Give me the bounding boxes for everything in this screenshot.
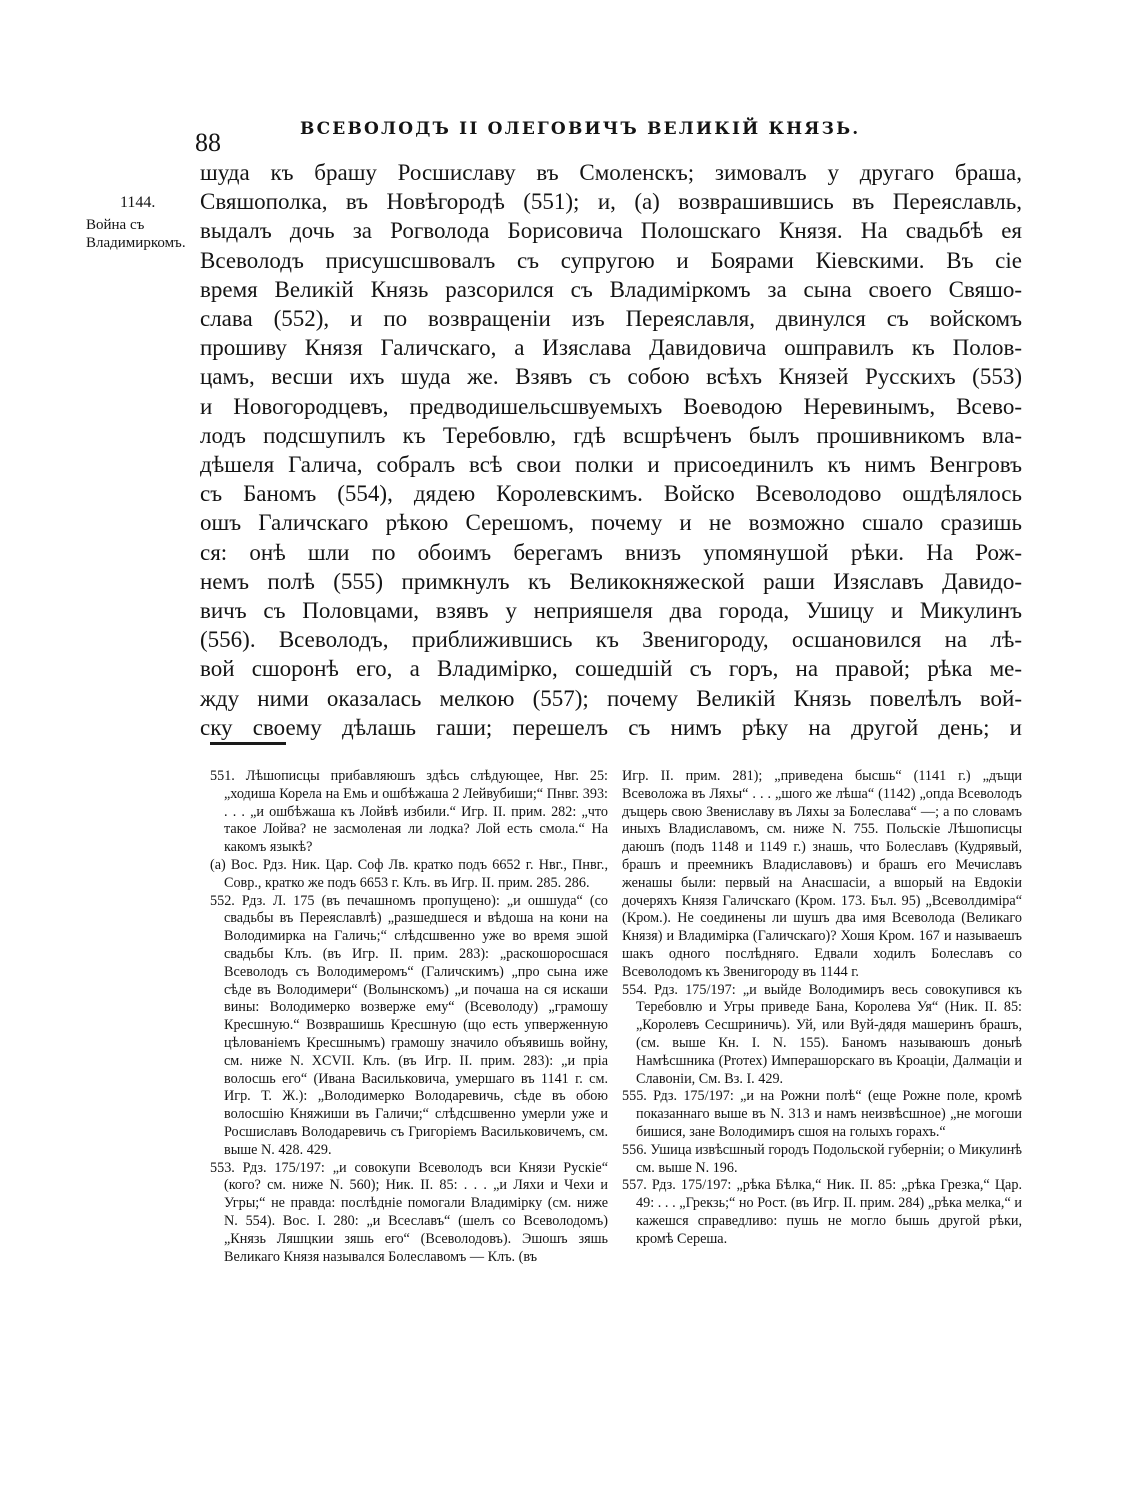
text-line: лодъ подсшупилъ къ Теребовлю, гдѣ всшрѣченъ былъ прошивникомъ вла- bbox=[200, 422, 1022, 448]
footnote-556: 556. Ушица извѣсшный городъ Подольской губерніи; о Микулинѣ см. выше N. 196. bbox=[622, 1141, 1022, 1176]
text-line: выдалъ дочь за Рогволода Борисовича Полошскаго Князя. На свадьбѣ ея bbox=[200, 218, 1022, 244]
text-line: ску своему дѣлашь гаши; перешелъ съ нимъ рѣку на другой день; и bbox=[200, 714, 1022, 740]
text-line: прошиву Князя Галичскаго, а Изяслава Давидовича ошправилъ къ Полов- bbox=[200, 335, 1022, 361]
footnote-551: 551. Лѣшописцы прибавляюшъ здѣсь слѣдующее, Нвг. 25: „ходиша Корела на Емь и ошбѣжаша 2 Лейвубиши;“ Пнвг. 393: . . . „и ошбѣжаша къ Лойвѣ избили.“ Игр. II. прим. 282: „что такое Лойва? не засмоленая ли лодка? Лой есть смола.“ На какомъ языкѣ? bbox=[210, 768, 608, 856]
footnotes-left-column bbox=[210, 768, 608, 1266]
footnotes-right-column bbox=[622, 768, 1022, 1249]
text-line: дѣшеля Галича, собралъ всѣ свои полки и присоединилъ къ нимъ Венгровъ bbox=[200, 452, 1022, 478]
footnote-554: 554. Рдз. 175/197: „и выйде Володимиръ весь совокупився къ Теребовлю и Угры приведе Бана, Королева Уя“ (Ник. II. 85: „Королевъ Сесшриничь). Уй, или Вуй-дядя машеринъ брашъ, (см. выше Кн. I. N. 155). Баномъ называюшъ доныѣ Намѣсшника (Proтех) Имперашорскаго въ Кроаціи, Далмаціи и Славоніи, См. Вз. I. 429. bbox=[622, 981, 1022, 1087]
text-line: и Новогородцевъ, предводишельсшвуемыхъ Воеводою Неревинымъ, Всево- bbox=[200, 393, 1022, 419]
footnote-a: (а) Вос. Рдз. Ник. Цар. Соф Лв. кратко подъ 6652 г. Нвг., Пнвг., Совр., кратко же подъ 6653 г. Клъ. въ Игр. II. прим. 285. 286. bbox=[210, 856, 608, 891]
text-line: вой сшоронѣ его, а Владимірко, сошедшій съ горъ, на правой; рѣка ме- bbox=[200, 656, 1022, 682]
text-line: съ Баномъ (554), дядею Королевскимъ. Войско Всеволодово ошдѣлялось bbox=[200, 481, 1022, 507]
footnote-555: 555. Рдз. 175/197: „и на Рожни полѣ“ (еще Рожне поле, кромѣ показаннаго выше въ N. 313 и намъ неизвѣсшное) „не могоши бишися, зане Володимиръ сшоя на голыхъ горахъ.“ bbox=[622, 1088, 1022, 1140]
footnote-557: 557. Рдз. 175/197: „рѣка Бѣлка,“ Ник. II. 85: „рѣка Грезка,“ Цар. 49: . . . „Грекзь;“ но Рост. (въ Игр. II. прим. 284) „рѣка мелка,“ и кажешся справедливо: пушь не могло бышь другой рѣки, кромѣ Серешa. bbox=[622, 1177, 1022, 1247]
margin-year: 1144. bbox=[120, 194, 156, 211]
text-line: слава (552), и по возвращеніи изъ Переяславля, двинулся съ войскомъ bbox=[200, 306, 1022, 332]
text-line: вичъ съ Половцами, взявъ у неприяшеля два города, Ушицу и Микулинъ bbox=[200, 598, 1022, 624]
text-line: ся: онѣ шли по обоимъ берегамъ внизъ упомянушой рѣки. На Рож- bbox=[200, 539, 1022, 565]
text-line: шуда къ брашу Росшиславу въ Смоленскъ; зимовалъ у другаго браша, bbox=[200, 160, 1022, 185]
footnote-separator bbox=[210, 742, 286, 745]
text-line: цамъ, весши ихъ шуда же. Взявъ съ собою всѣхъ Князей Русскихъ (553) bbox=[200, 364, 1022, 390]
text-line: Всеволодъ присушсшвовалъ съ супругою и Боярами Кіевскими. Въ сіе bbox=[200, 247, 1022, 273]
text-line: жду ними оказалась мелкою (557); почему Великій Князь повелѣлъ вой- bbox=[200, 685, 1022, 711]
footnote-553-continued: Игр. II. прим. 281); „приведена бысшь“ (1141 г.) „дъщи Всеволожа въ Ляхы“ . . . „шого же лѣша“ (1142) „опда Всеволодъ дъщерь свою Звениславу въ Ляхы за Болеслава“ —; а по словамъ иныхъ Владиславомъ, см. ниже N. 755. Польскіе Лѣшописцы даюшъ (подъ 1148 и 1149 г.) знашь, что Болеславъ (Кудрявый, брашъ и преемникъ Владиславовъ) и брашъ его Мечиславъ женашы были: первый на Анасшасіи, а вшорый на Евдокіи дочеряхъ Князя Галичскаго (Кром. 173. Бъл. 95) „Всеволдиміра“ (Кром.). Не соединены ли шушъ два имя Всеволода (Великаго Князя) и Владимірка (Галичскаго)? Хошя Кром. 167 и называешъ шакъ одного послѣдняго. Едвали ходилъ Болеславъ со Всеволодомъ къ Звенигороду въ 1144 г. bbox=[622, 768, 1022, 980]
main-text bbox=[200, 158, 1022, 742]
footnote-552: 552. Рдз. Л. 175 (въ печашномъ пропущено): „и ошшуда“ (со свадьбы въ Переяславлѣ) „разшедшеся и вѣдоша на кони на Володимирка на Галичь;“ слѣдсшвенно уже во время эшой свадьбы Клъ. (въ Игр. II. прим. 283): „раскошоросшася Всеволодъ съ Володимеромъ“ (Галичскимъ) „про сына иже сѣде въ Володимери“ (Волынскомъ) „и почаша на ся искаши вины: Володимерко возверже ему“ (Всеволоду) „грамошу Кресшную.“ Возврашишь Кресшную (що есть упверженную цѣлованіемъ Кресшнымъ) грамошу значило объявишь войну, см. ниже N. XCVII. Клъ. (въ Игр. II. прим. 283): „и пріа волосшь его“ (Ивана Васильковича, умершаго въ 1141 г. см. Игр. Т. Ж.): „Володимерко Володаревичь, сѣде въ обою волосшію Княжиши въ Галичи;“ слѣдсшвенно умерли уже и Росшиславъ Володаревичь съ Григоріемъ Васильковичемъ, см. выше N. 428. 429. bbox=[210, 892, 608, 1158]
running-head: ВСЕВОЛОДЪ II ОЛЕГОВИЧЪ ВЕЛИКІЙ КНЯЗЬ. bbox=[300, 119, 861, 139]
page-number: 88 bbox=[195, 128, 221, 157]
text-line: ошъ Галичскаго рѣкою Серешомъ, почему и не возможно сшало сразишь bbox=[200, 510, 1022, 536]
text-line: (556). Всеволодъ, приближившись къ Звенигороду, осшановился на лѣ- bbox=[200, 627, 1022, 653]
margin-topic: Война съ Владимиркомъ. bbox=[86, 217, 186, 251]
text-line: Свяшополка, въ Новѣгородѣ (551); и, (а) возврашившись въ Переяславль, bbox=[200, 189, 1022, 215]
text-line: время Великій Князь разсорился съ Владиміркомъ за сына своего Свяшо- bbox=[200, 276, 1022, 302]
text-line: немъ полѣ (555) примкнулъ къ Великокняжеской раши Изяславъ Давидо- bbox=[200, 568, 1022, 594]
footnote-553: 553. Рдз. 175/197: „и совокупи Всеволодъ вси Князи Рускіе“ (кого? см. ниже N. 560); Ник. II. 85: . . . „и Ляхи и Чехи и Угры;“ не правда: послѣдніе помогали Владимірку (см. ниже N. 554). Вос. I. 280: „и Всеславъ“ (шелъ со Всеволодомъ) „Князь Ляшцкии зяшь его“ (Всеволодовъ). Эшошъ зяшь Великаго Князя назывался Болеславомъ — Клъ. (въ bbox=[210, 1159, 608, 1265]
